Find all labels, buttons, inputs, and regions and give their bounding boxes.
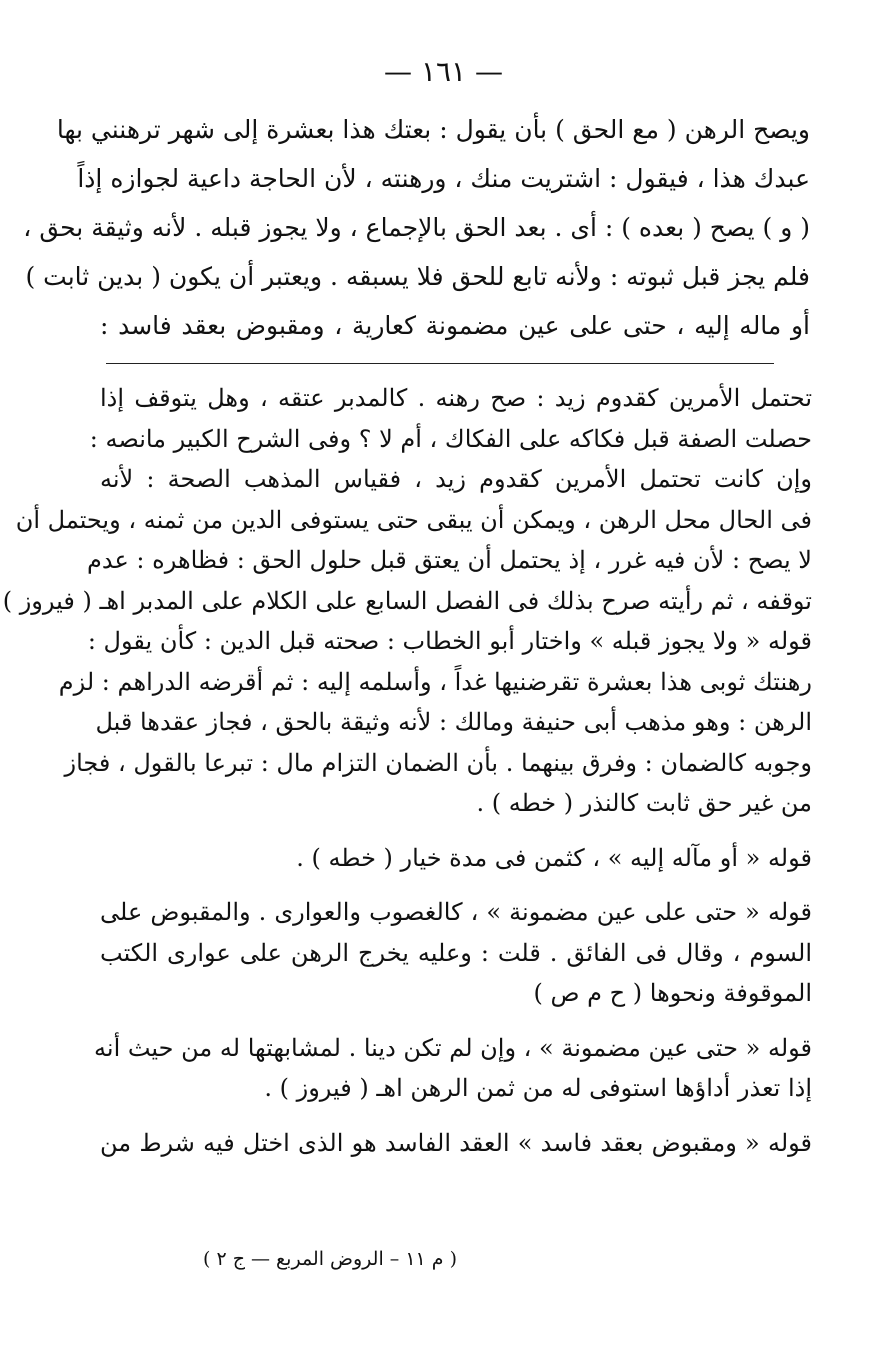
footnote-line: تحتمل الأمرين كقدوم زيد : صح رهنه . كالمدبر عتقه ، وهل يتوقف إذا [100, 384, 812, 412]
footnote-paragraph [2, 378, 812, 621]
footnote-divider [106, 363, 774, 364]
paragraph-gap [100, 1109, 812, 1123]
signature-mark: ( م ١١ – الروض المربع — ج ٢ ) [203, 1248, 457, 1270]
footnote-line: توقفه ، ثم رأيته صرح بذلك فى الفصل السابع على الكلام على المدبر اهـ ( فيروز ) [2, 586, 812, 615]
footnote-line: رهنتك ثوبى هذا بعشرة تقرضنيها غداً ، وأسلمه إليه : ثم أقرضه الدراهم : لزم [58, 667, 812, 696]
footnote-paragraph [100, 1123, 812, 1164]
main-text-line: فلم يجز قبل ثبوته : ولأنه تابع للحق فلا يسبقه . ويعتبر أن يكون ( بدين ثابت ) [25, 262, 810, 291]
footnote-line: لا يصح : لأن فيه غرر ، إذ يحتمل أن يعتق قبل حلول الحق : فظاهره : عدم [87, 546, 812, 574]
footnote-paragraph [100, 892, 812, 1014]
footnotes [2, 378, 813, 1163]
main-text [23, 105, 810, 350]
footnote-line: الموقوفة ونحوها ( ح م ص ) [533, 979, 812, 1007]
footnote-line: وإن كانت تحتمل الأمرين كقدوم زيد ، فقياس المذهب الصحة : لأنه [100, 465, 812, 493]
main-text-line: ( و ) يصح ( بعده ) : أى . بعد الحق بالإجماع ، ولا يجوز قبله . لأنه وثيقة بحق ، [23, 213, 810, 242]
page-number: — ١٦١ — [384, 55, 503, 88]
footnote-line: قوله « حتى عين مضمونة » ، وإن لم تكن دينا . لمشابهتها له من حيث أنه [94, 1033, 812, 1062]
footnote-paragraph [100, 838, 812, 879]
paragraph-gap [100, 878, 812, 892]
footnote-line: فى الحال محل الرهن ، ويمكن أن يبقى حتى يستوفى الدين من ثمنه ، ويحتمل أن [15, 505, 812, 534]
footnote-line: حصلت الصفة قبل فكاكه على الفكاك ، أم لا ؟ وفى الشرح الكبير مانصه : [89, 424, 812, 453]
main-text-line: عبدك هذا ، فيقول : اشتريت منك ، ورهنته ، لأن الحاجة داعية لجوازه إذاً [77, 164, 810, 193]
footnote-line: قوله « أو مآله إليه » ، كثمن فى مدة خيار ( خطه ) . [296, 843, 812, 872]
footnote-paragraph [58, 621, 812, 824]
footnote-line: إذا تعذر أداؤها استوفى له من ثمن الرهن اهـ ( فيروز ) . [264, 1074, 812, 1102]
paragraph-gap [100, 824, 812, 838]
footnote-line: قوله « ومقبوض بعقد فاسد » العقد الفاسد هو الذى اختل فيه شرط من [100, 1128, 812, 1157]
paragraph-gap [100, 1014, 812, 1028]
footnote-paragraph [94, 1028, 812, 1109]
footnote-line: الرهن : وهو مذهب أبى حنيفة ومالك : لأنه وثيقة بالحق ، فجاز عقدها قبل [95, 708, 812, 736]
main-text-line: أو ماله إليه ، حتى على عين مضمونة كعارية ، ومقبوض بعقد فاسد : [100, 311, 810, 340]
footnote-line: وجوبه كالضمان : وفرق بينهما . بأن الضمان التزام مال : تبرعا بالقول ، فجاز [64, 748, 812, 777]
footnote-line: من غير حق ثابت كالنذر ( خطه ) . [476, 789, 812, 817]
footnote-line: السوم ، وقال فى الفائق . قلت : وعليه يخرج الرهن على عوارى الكتب [100, 938, 813, 967]
footnote-line: قوله « حتى على عين مضمونة » ، كالغصوب والعوارى . والمقبوض على [100, 898, 812, 926]
footnote-line: قوله « ولا يجوز قبله » واختار أبو الخطاب : صحته قبل الدين : كأن يقول : [87, 627, 812, 655]
main-text-line: ويصح الرهن ( مع الحق ) بأن يقول : بعتك هذا بعشرة إلى شهر ترهنني بها [56, 115, 810, 144]
